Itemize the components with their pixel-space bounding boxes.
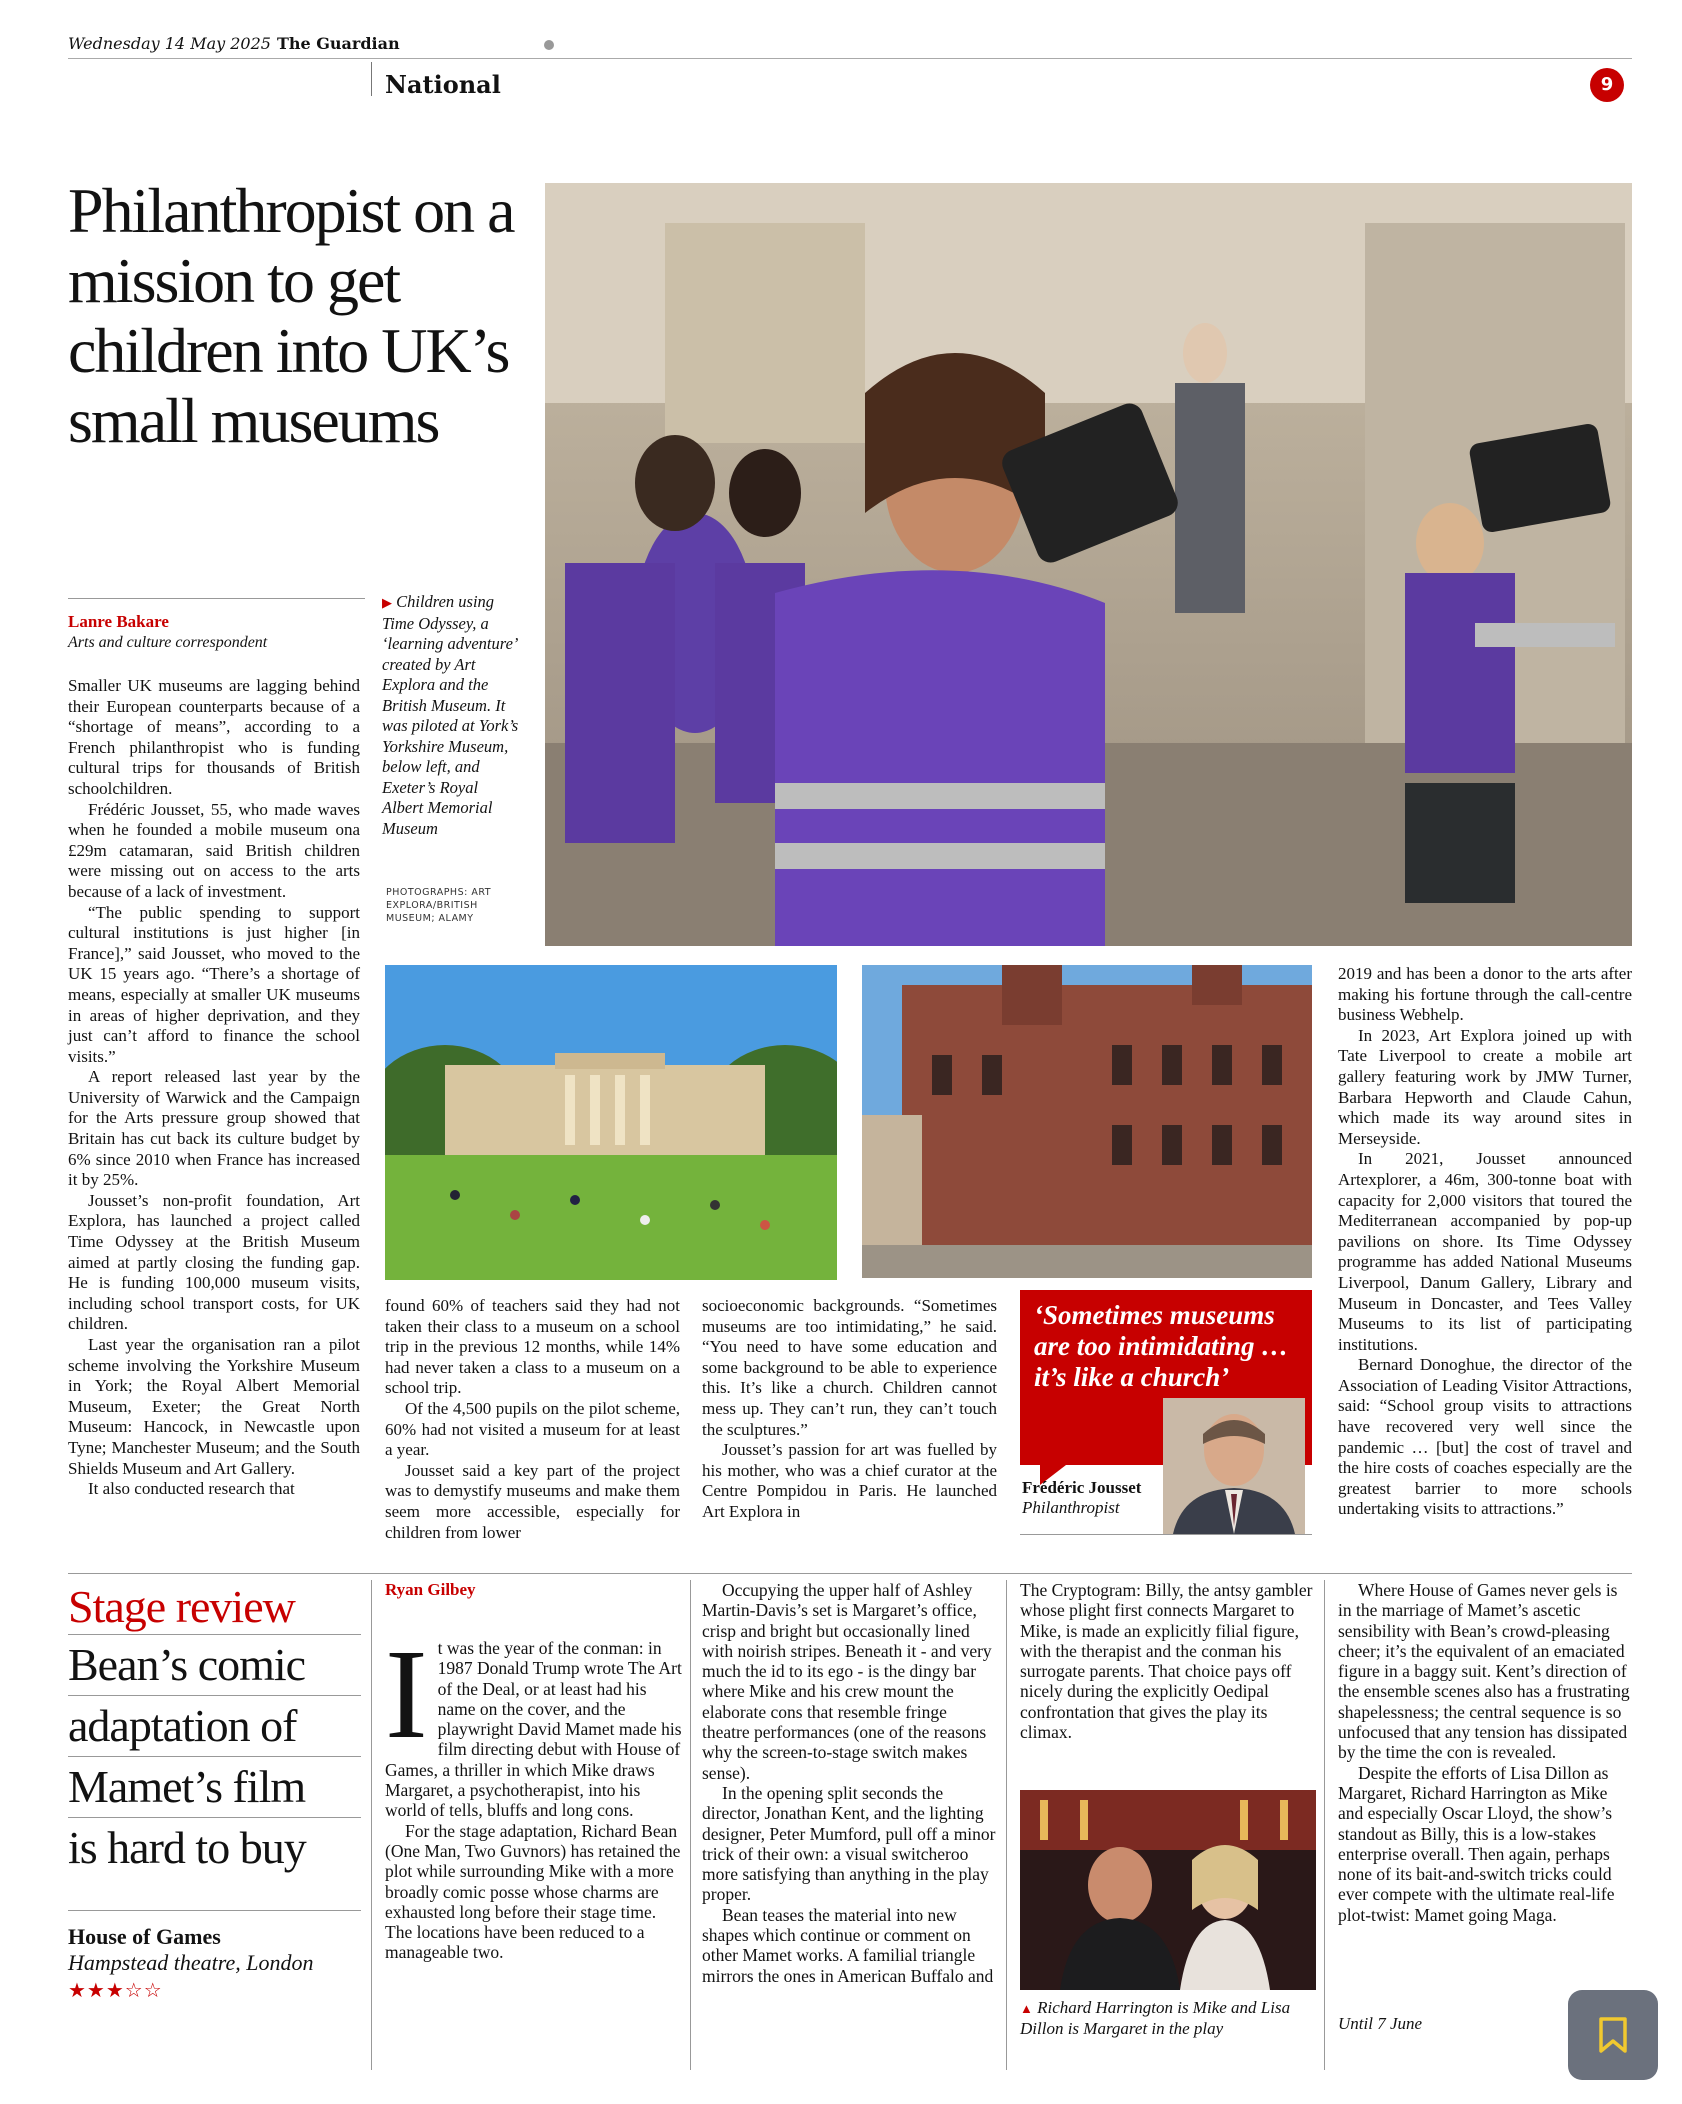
stage-photo-caption [1020,1998,1320,2039]
column-rule [371,1580,372,2070]
column-rule [690,1580,691,2070]
review-headline-rule [68,1756,361,1757]
jousset-portrait [1163,1398,1305,1534]
review-info-rule [68,1910,361,1911]
quote-speaker-role: Philanthropist [1022,1498,1120,1517]
review-headline-rule [68,1817,361,1818]
page-number: 9 [1590,68,1624,102]
paragraph: Bernard Donoghue, the director of the Association of Leading Visitor Attractions, said: “School group visits to attractions have recovered very well since the pandemic … [but] the cost of travel and the hire costs of coaches especially are the greatest barrier to more schools undertaking visits to attractions.” [1338,1355,1632,1519]
show-title: House of Games [68,1924,221,1949]
quote-speaker-name: Frédéric Jousset [1022,1478,1142,1497]
review-headline-line: Mamet’s film [68,1761,306,1812]
main-photo [545,183,1632,946]
review-column-2 [702,1580,997,1986]
paragraph: “The public spending to support cultural institutions is just higher [in France],” said Jousset, who moved to the UK 15 years ago. “There’s a shortage of means, especially at smaller UK museums in areas of higher deprivation, and they just can’t afford to finance the school visits.” [68,902,360,1066]
paragraph: Jousset’s passion for art was fuelled by his mother, who was a chief curator at the Centre Pompidou in Paris. He launched Art Explora in [702,1440,997,1521]
review-dropcap: I [385,1623,428,1765]
review-headline-line: Bean’s comic [68,1639,306,1690]
paragraph: Occupying the upper half of Ashley Martin-Davis’s set is Margaret’s office, crisp and bright but occasionally lined with noirish stripes. Beneath it - and very much the id to its ego - is the dingy bar where Mike and his crew mount the elaborate cons that resemble fringe theatre performances (one of the reasons why the screen-to-stage switch makes sense). [702,1580,992,1783]
paragraph: In the opening split seconds the director, Jonathan Kent, and the lighting designer, Peter Mumford, pull off a minor trick of their own: a visual switcheroo more satisfying than anything in the play proper. [702,1782,996,1905]
paragraph: A report released last year by the University of Warwick and the Campaign for the Arts pressure group showed that Britain has cut back its culture budget by 6% since 2010 when France has increased it by 25%. [68,1067,360,1190]
yorkshire-museum-photo [385,965,837,1280]
masthead-paper: The Guardian [276,34,400,53]
review-headline-line: adaptation of [68,1700,297,1751]
review-kicker: Stage review [68,1581,295,1632]
paragraph: For the stage adaptation, Richard Bean (One Man, Two Guvnors) has retained the plot while surrounding Mike with a more broadly comic posse whose charms are exhausted long before their stage time. The locations have been reduced to a manageable two. [385,1820,681,1963]
paragraph: found 60% of teachers said they had not taken their class to a museum on a school trip in the previous 12 months, while 14% had never taken a class to a museum on a school trip. [385,1296,680,1398]
paragraph: socioeconomic backgrounds. “Sometimes museums are too intimidating,” he said. “You need to have some education and some background to be able to experience this. It’s like a church. Children cannot mess up. They can’t run, they can’t touch the sculptures.” [702,1296,997,1439]
run-dates: Until 7 June [1338,2014,1423,2033]
masthead-dot [544,40,554,50]
paragraph: In 2021, Jousset announced Artexplorer, a 46m, 300-tonne boat with capacity for 2,000 visitors that toured the Mediterranean accompanied by pop-up pavilions on shore. Its Time Odyssey programme has added National Museums Liverpool, Danum Gallery, Library and Museum in Doncaster, and Tees Valley Museums to its list of participating institutions. [1338,1149,1632,1354]
article-author-role: Arts and culture correspondent [68,634,268,651]
section-label: National [385,70,501,99]
section-divider [371,62,372,96]
exeter-museum-photo [862,965,1312,1278]
paragraph: It also conducted research that [88,1479,295,1499]
paragraph: The Cryptogram: Billy, the antsy gambler whose plight first connects Margaret to Mike, is made an explicitly filial figure, with the therapist and the conman his surrogate parents. That choice pays off nicely during the explicitly Oedipal confrontation that gives the play its climax. [1020,1580,1313,1743]
section-rule [68,1573,1632,1574]
article-column-3 [702,1296,997,1523]
quote-rule [1020,1534,1312,1535]
star-rating: ★★★☆☆ [68,1978,163,2002]
paragraph: In 2023, Art Explora joined up with Tate Liverpool to create a mobile art gallery featuring work by JMW Turner, Barbara Hepworth and Claude Cahun, which made its way around sites in Merseyside. [1338,1025,1632,1148]
paragraph: Jousset said a key part of the project was to demystify museums and make them seem more accessible, especially for children from lower [385,1460,680,1542]
paragraph: Despite the efforts of Lisa Dillon as Margaret, Richard Harrington as Mike and especially Oscar Lloyd, the show’s standout as Billy, this is a low-stakes enterprise overall. Then again, perhaps none of its bait-and-switch tricks could ever compete with the ultimate real-life plot-twist: Mamet going Maga. [1338,1762,1615,1925]
paragraph: 2019 and has been a donor to the arts after making his fortune through the call-centre business Webhelp. [1338,964,1632,1025]
bookmark-icon [1596,2016,1630,2054]
column-rule [1324,1580,1325,2070]
article-column-1 [68,676,360,1500]
article-column-4 [1338,964,1632,1520]
paragraph: Smaller UK museums are lagging behind their European counterparts because of a “shortage of means”, according to a French philanthropist who is funding cultural trips for thousands of British schoolchildren. [68,676,360,798]
byline-rule [68,598,365,599]
column-rule [1006,1580,1007,2070]
review-author: Ryan Gilbey [385,1580,476,1599]
show-venue: Hampstead theatre, London [68,1950,314,1975]
stage-caption-text: Richard Harrington is Mike and Lisa Dillon is Margaret in the play [1020,1998,1291,2038]
paragraph: Last year the organisation ran a pilot scheme involving the Yorkshire Museum in York; the Royal Albert Memorial Museum, Exeter; the Great North Museum: Hancock, in Newcastle upon Tyne; Manchester Museum; and the South Shields Museum and Art Gallery. [68,1335,360,1478]
paragraph: Where House of Games never gels is in the marriage of Mamet’s ascetic sensibility with Bean’s crowd-pleasing cheer; it’s the equivalent of an emaciated figure in a baggy suit. Kent’s direction of the ensemble scenes also has a frustrating shapelessness; the central sequence is so unfocused that any tension has dissipated by the time the con is revealed. [1338,1580,1630,1763]
article-column-2 [385,1296,680,1543]
review-column-4 [1338,1580,1632,1925]
pull-quote-text: ‘Sometimes museums are too intimidating … it’s like a church’ [1034,1300,1289,1392]
paragraph: Of the 4,500 pupils on the pilot scheme, 60% had not visited a museum for at least a year. [385,1398,680,1460]
review-headline-rule [68,1695,361,1696]
masthead [68,34,400,53]
article-author: Lanre Bakare [68,612,169,631]
main-photo-caption [382,592,522,839]
review-column-1 [385,1623,683,1963]
paragraph: Bean teases the material into new shapes which continue or comment on other Mamet works. A familial triangle mirrors the ones in American Buffalo and [702,1904,994,1986]
masthead-date: Wednesday 14 May 2025 [68,34,271,53]
caption-up-arrow-icon: ▲ [1020,2001,1033,2016]
paragraph: Frédéric Jousset, 55, who made waves when he founded a mobile museum ona £29m catamaran, said British children were missing out on access to the arts because of a lack of investment. [68,799,360,901]
caption-arrow-icon: ▶ [382,595,392,610]
bookmark-button[interactable] [1568,1990,1658,2080]
stage-photo [1020,1790,1316,1990]
paragraph: t was the year of the conman: in 1987 Donald Trump wrote The Art of the Deal, or at least had his name on the cover, and the playwright David Mamet made his film directing debut with House of Games, a thriller in which Mike draws Margaret, a psychotherapist, into his world of tells, bluffs and long cons. [385,1638,682,1821]
caption-text: Children using Time Odyssey, a ‘learning adventure’ created by Art Explora and the British Museum. It was piloted at York’s Yorkshire Museum, below left, and Exeter’s Royal Albert Memorial Museum [382,592,519,838]
article-headline: Philanthropist on a mission to get children into UK’s small museums [68,175,514,456]
review-column-3 [1020,1580,1316,1742]
masthead-rule [68,58,1632,59]
paragraph: Jousset’s non-profit foundation, Art Explora, has launched a project called Time Odyssey at the British Museum aimed at partly closing the funding gap. He is funding 100,000 museum visits, including school transport costs, for UK children. [68,1190,360,1334]
photo-credit: PHOTOGRAPHS: ART EXPLORA/BRITISH MUSEUM; ALAMY [386,887,492,924]
review-headline-line: is hard to buy [68,1822,306,1873]
